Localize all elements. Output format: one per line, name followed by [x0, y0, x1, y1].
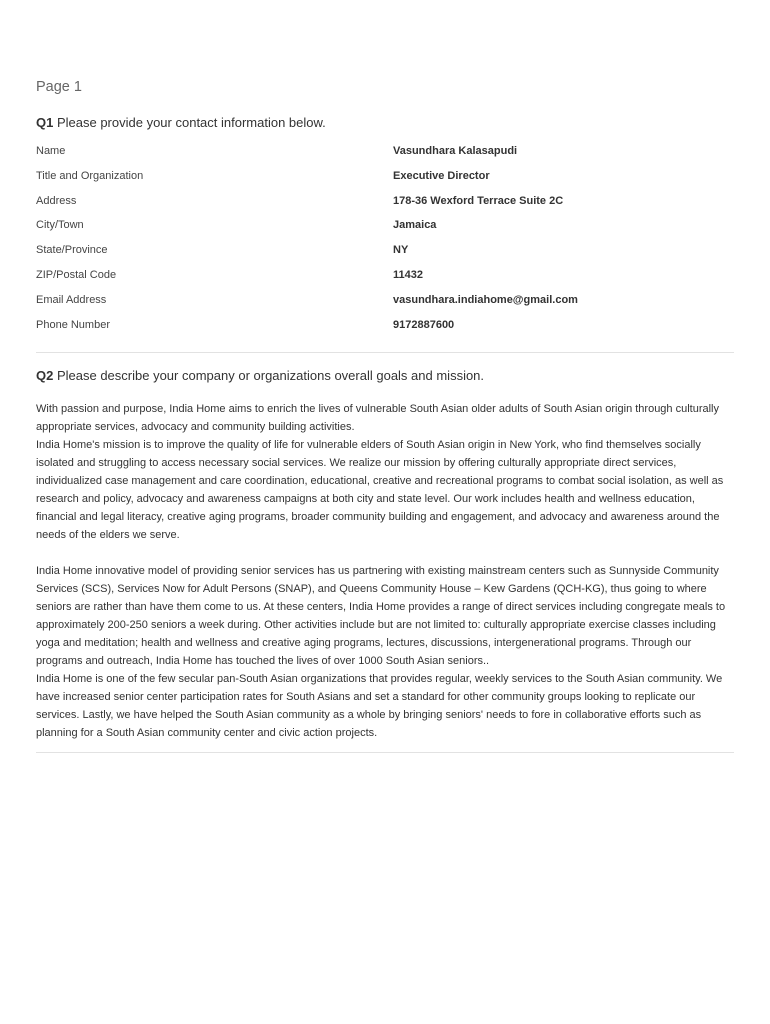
- contact-label: Address: [36, 194, 77, 207]
- question-1-number: Q1: [36, 115, 54, 130]
- contact-row-address: [36, 195, 734, 220]
- answer-paragraph: India Home is one of the few secular pan-South Asian organizations that provides regular, weekly services to the South Asian community. We have increased senior center participation rates for South Asians and set a standard for other community groups looking to replicate our services. Lastly, we have helped the South Asian community as a whole by bringing seniors' needs to fore in collaborative efforts such as planning for a South Asian community center and civic action projects.: [36, 673, 723, 739]
- contact-row-state: [36, 244, 734, 269]
- contact-value: Executive Director: [393, 169, 490, 182]
- contact-row-name: [36, 145, 734, 170]
- contact-row-title-organization: [36, 170, 734, 195]
- contact-label: Title and Organization: [36, 169, 144, 182]
- answer-paragraph: India Home innovative model of providing senior services has us partnering with existing mainstream centers such as Sunnyside Community Services (SCS), Services Now for Adult Persons (SNAP), and Queens Community House – Kew Gardens (QCH-KG), thus going to where seniors are rather than have them come to us. At these centers, India Home provides a range of direct services including congregate meals to approximately 200-250 seniors a week during. Other activities include but are not limited to: culturally appropriate exercise classes including yoga and meditation; health and wellness and creative aging programs, lectures, discussions, intergenerational programs. Through our programs and outreach, India Home has touched the lives of over 1000 South Asian seniors..: [36, 565, 726, 667]
- contact-info-table: [36, 145, 734, 343]
- question-2: [36, 368, 484, 383]
- contact-label: City/Town: [36, 219, 84, 232]
- answer-paragraph: With passion and purpose, India Home aims to enrich the lives of vulnerable South Asian older adults of South Asian origin through culturally appropriate services, advocacy and community building activities.: [36, 403, 720, 433]
- contact-value: Vasundhara Kalasapudi: [393, 145, 518, 157]
- contact-label: ZIP/Postal Code: [36, 268, 117, 281]
- contact-value: vasundhara.indiahome@gmail.com: [393, 293, 578, 306]
- question-2-number: Q2: [36, 368, 54, 383]
- contact-label: State/Province: [36, 244, 108, 257]
- contact-value: Jamaica: [393, 219, 437, 232]
- contact-row-email: [36, 294, 734, 319]
- contact-value: 11432: [393, 268, 423, 281]
- contact-value: 9172887600: [393, 318, 455, 331]
- contact-row-city: [36, 219, 734, 244]
- contact-label: Email Address: [36, 293, 107, 306]
- question-2-answer: [36, 400, 736, 742]
- answer-paragraph: India Home's mission is to improve the quality of life for vulnerable elders of South Asian origin in New York, who find themselves socially isolated and struggling to access necessary social services. We realize our mission by offering culturally appropriate direct services, individualized case management and care coordination, educational, creative and recreational programs to combat social isolation, as well as research and policy, advocacy and awareness campaigns at both city and state level. Our work includes health and wellness education, financial and legal literacy, creative aging programs, broader community building and engagement, and advocacy and awareness around the needs of the elders we serve.: [36, 439, 724, 541]
- section-divider: [36, 752, 734, 753]
- contact-label: Phone Number: [36, 318, 110, 331]
- contact-row-phone: [36, 319, 734, 344]
- question-1: [36, 115, 326, 130]
- question-1-text: Please provide your contact information below.: [56, 115, 326, 130]
- contact-label: Name: [36, 145, 66, 157]
- question-2-text: Please describe your company or organizations overall goals and mission.: [56, 368, 485, 383]
- contact-value: 178-36 Wexford Terrace Suite 2C: [393, 194, 564, 207]
- page-title: Page 1: [36, 79, 82, 95]
- contact-row-zip: [36, 269, 734, 294]
- contact-value: NY: [393, 244, 409, 257]
- section-divider: [36, 352, 734, 353]
